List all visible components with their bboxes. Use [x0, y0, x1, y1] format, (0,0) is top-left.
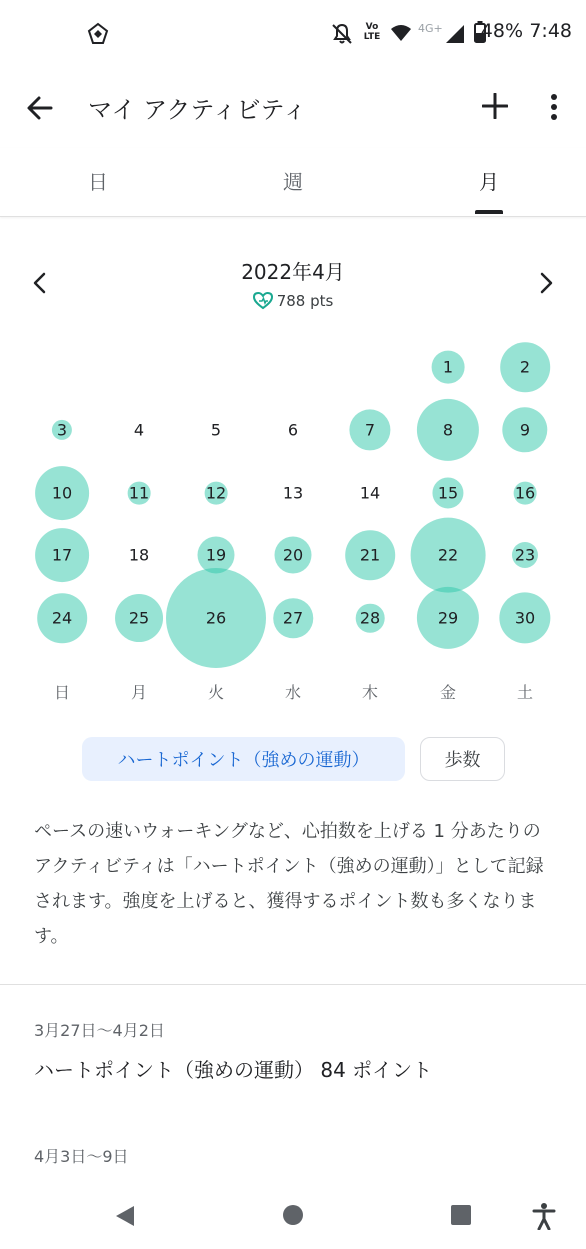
app-bar [0, 68, 586, 148]
calendar-day[interactable]: 5 [210, 420, 222, 440]
calendar-day[interactable]: 24 [51, 608, 73, 628]
weekday-label: 日 [53, 683, 71, 702]
calendar-day[interactable]: 25 [128, 608, 150, 628]
tab-indicator [475, 210, 503, 214]
calendar-day[interactable]: 16 [514, 483, 536, 503]
month-title: 2022年4月 [241, 260, 345, 284]
calendar-day[interactable]: 30 [514, 608, 536, 628]
weekday-label: 月 [130, 683, 148, 702]
week-range-1: 3月27日～4月2日 [34, 1021, 165, 1040]
calendar-day[interactable]: 19 [205, 545, 227, 565]
description-text: ペースの速いウォーキングなど、心拍数を上げる 1 分あたりのアクティビティは「ハートポイント（強めの運動）」として記録されます。強度を上げると、獲得するポイント数も多くなります。 [34, 821, 544, 947]
battery-percent: 48% [480, 20, 523, 42]
calendar-day[interactable]: 13 [282, 483, 304, 503]
add-icon[interactable] [482, 93, 508, 119]
tab-week[interactable]: 週 [283, 170, 303, 194]
calendar-day[interactable]: 12 [205, 483, 227, 503]
calendar-day[interactable]: 6 [287, 420, 299, 440]
heart-points-icon [253, 292, 273, 310]
weekday-label: 土 [516, 683, 534, 702]
calendar-day[interactable]: 28 [359, 608, 381, 628]
calendar-day[interactable]: 20 [282, 545, 304, 565]
calendar-day[interactable]: 7 [364, 420, 376, 440]
calendar-day[interactable]: 1 [442, 357, 454, 377]
calendar-day[interactable]: 3 [56, 420, 68, 440]
calendar-day[interactable]: 26 [205, 608, 227, 628]
calendar-day[interactable]: 29 [437, 608, 459, 628]
tab-day[interactable]: 日 [88, 170, 108, 194]
status-bar [0, 0, 586, 68]
tab-month[interactable]: 月 [479, 170, 499, 194]
page-title: マイ アクティビティ [88, 96, 307, 124]
divider [0, 984, 586, 985]
points-value: 788 pts [276, 292, 334, 310]
week-summary-1[interactable]: ハートポイント（強めの運動） 84 ポイント [34, 1058, 433, 1082]
back-arrow-icon[interactable] [26, 94, 54, 122]
calendar-day[interactable]: 17 [51, 545, 73, 565]
more-vert-icon[interactable] [547, 93, 561, 121]
chevron-right-icon[interactable] [536, 272, 556, 294]
month-points [0, 292, 586, 310]
calendar-day[interactable]: 8 [442, 420, 454, 440]
wifi-icon [390, 24, 412, 42]
network-type-label: 4G+ [418, 22, 443, 35]
signal-icon [445, 24, 465, 44]
calendar-day[interactable]: 23 [514, 545, 536, 565]
calendar-day[interactable]: 11 [128, 483, 150, 503]
mute-icon [330, 22, 354, 46]
weekday-label: 水 [284, 683, 302, 702]
weekday-label: 木 [361, 683, 379, 702]
calendar-day[interactable]: 15 [437, 483, 459, 503]
nav-recents-icon[interactable] [450, 1204, 472, 1226]
volte-icon: Vo LTE [363, 22, 381, 42]
system-nav-bar [0, 1186, 586, 1249]
weekday-label: 金 [439, 683, 457, 702]
nav-back-icon[interactable] [114, 1204, 136, 1228]
calendar-day[interactable]: 4 [133, 420, 145, 440]
calendar-day[interactable]: 22 [437, 545, 459, 565]
clock: 7:48 [529, 20, 572, 42]
calendar-day[interactable]: 2 [519, 357, 531, 377]
calendar-day[interactable]: 14 [359, 483, 381, 503]
app-notification-icon [86, 22, 110, 46]
calendar-day[interactable]: 10 [51, 483, 73, 503]
accessibility-icon[interactable] [532, 1202, 556, 1230]
calendar-day[interactable]: 18 [128, 545, 150, 565]
heart-points-chip[interactable]: ハートポイント（強めの運動） [82, 737, 405, 781]
calendar-day[interactable]: 9 [519, 420, 531, 440]
calendar-day[interactable]: 27 [282, 608, 304, 628]
week-range-2: 4月3日～9日 [34, 1147, 129, 1166]
weekday-label: 火 [207, 683, 225, 702]
steps-chip[interactable]: 歩数 [420, 737, 505, 781]
period-tabs [0, 148, 586, 217]
calendar-day[interactable]: 21 [359, 545, 381, 565]
nav-home-icon[interactable] [282, 1204, 304, 1226]
